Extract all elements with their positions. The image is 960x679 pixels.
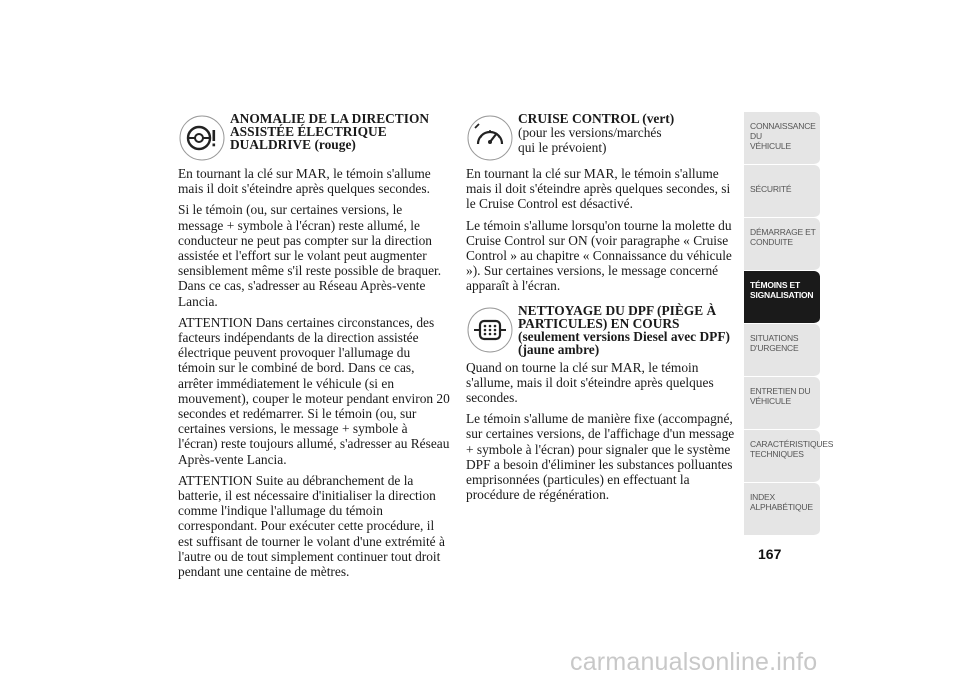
tab-entretien-vehicule[interactable]: ENTRETIEN DU VÉHICULE — [744, 377, 820, 430]
tab-temoins-signalisation[interactable]: TÉMOINS ET SIGNALISATION — [744, 271, 820, 324]
warning-title-line: ASSISTÉE ÉLECTRIQUE — [230, 124, 387, 139]
body-paragraph: En tournant la clé sur MAR, le témoin s'allume mais il doit s'éteindre après quelques secondes, si le Cruise Control est désactivé. — [466, 166, 731, 212]
dpf-title-line: NETTOYAGE DU DPF (PIÈGE À — [518, 302, 717, 318]
tab-demarrage-conduite[interactable]: DÉMARRAGE ET CONDUITE — [744, 218, 820, 271]
tab-situations-urgence[interactable]: SITUATIONS D'URGENCE — [744, 324, 820, 377]
body-paragraph: Le témoin s'allume de manière fixe (accompagné, sur certaines versions, de l'affichage d'un message + symbole à l'écran) pour signaler que le système DPF a besoin d'éliminer les substances polluantes emprisonnées (particules) en effectuant la procédure de régénération. — [466, 411, 735, 503]
warning-title-line: ANOMALIE DE LA DIRECTION — [230, 111, 430, 126]
steering-warning-icon — [178, 114, 226, 162]
dpf-title-line: (jaune ambre) — [518, 341, 600, 357]
power-steering-warning-header — [178, 112, 450, 162]
dpf-filter-icon — [466, 306, 514, 354]
tab-securite[interactable]: SÉCURITÉ — [744, 165, 820, 218]
right-column — [466, 112, 738, 508]
body-paragraph: Si le témoin (ou, sur certaines versions, le message + symbole à l'écran) reste allumé, le conducteur ne peut pas compter sur la direction assistée et l'effort sur le volant peut augmenter sensiblement même s'il reste possible de braquer. Dans ce cas, s'adresser au Réseau Après-vente Lancia. — [178, 202, 442, 309]
cruise-subtitle-line: (pour les versions/marchés — [518, 125, 662, 140]
chapter-tabs — [744, 112, 834, 536]
dpf-title-line: (seulement versions Diesel avec DPF) — [518, 328, 730, 344]
page-number: 167 — [758, 546, 782, 562]
tab-connaissance-vehicule[interactable]: CONNAISSANCE DU VÉHICULE — [744, 112, 820, 165]
dpf-header — [466, 304, 738, 356]
body-paragraph: Le témoin s'allume lorsqu'on tourne la molette du Cruise Control sur ON (voir paragraphe « Cruise Control » au chapitre « Connaissance du véhicule »). Sur certaines versions, le message concerné apparaît à l'écran. — [466, 217, 732, 294]
watermark: carmanualsonline.info — [570, 648, 818, 676]
cruise-subtitle-line: qui le prévoient) — [518, 140, 607, 155]
tab-caracteristiques-techniques[interactable]: CARACTÉRISTIQUES TECHNIQUES — [744, 430, 820, 483]
tab-index-alphabetique[interactable]: INDEX ALPHABÉTIQUE — [744, 483, 820, 536]
body-paragraph: Quand on tourne la clé sur MAR, le témoin s'allume, mais il doit s'éteindre après quelques secondes. — [466, 359, 714, 406]
dpf-title-line: PARTICULES) EN COURS — [518, 315, 680, 331]
attention-paragraph: ATTENTION Suite au débranchement de la batterie, il est nécessaire d'initialiser la direction comme l'indique l'allumage du témoin correspondant. Pour exécuter cette procédure, il est suffisant de tourner le volant d'une extrémité à l'autre ou de tout simplement continuer tout droit pendant une centaine de mètres. — [178, 472, 445, 580]
cruise-control-header — [466, 112, 738, 162]
cruise-title: CRUISE CONTROL (vert) — [518, 111, 675, 126]
left-column — [178, 112, 450, 585]
cruise-control-icon — [466, 114, 514, 162]
warning-title-line: DUALDRIVE (rouge) — [230, 137, 356, 152]
attention-paragraph: ATTENTION Dans certaines circonstances, des facteurs indépendants de la direction assistée électrique peuvent provoquer l'allumage du témoin sur le combiné de bord. Dans ce cas, arrêter immédiatement le véhicule (si en mouvement), couper le moteur pendant environ 20 secondes et redémarrer. Si le témoin (ou, sur certaines versions, le message + symbole à l'écran) reste toujours allumé, s'adresser au Réseau Après-vente Lancia. — [178, 314, 450, 467]
body-paragraph: En tournant la clé sur MAR, le témoin s'allume mais il doit s'éteindre après quelques secondes. — [178, 166, 431, 197]
